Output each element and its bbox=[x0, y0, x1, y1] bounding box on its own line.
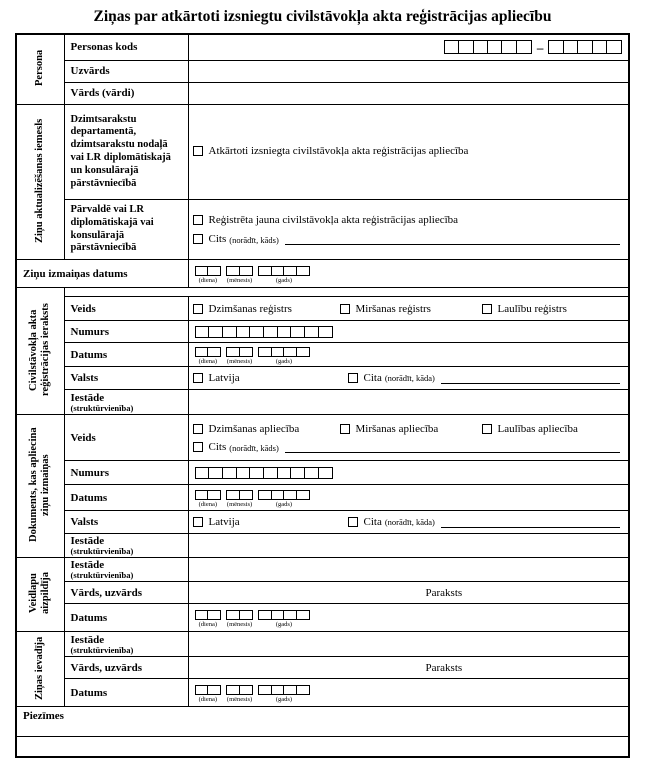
ieraksts-iestade-field[interactable] bbox=[188, 390, 629, 415]
digit-cell[interactable] bbox=[207, 347, 221, 357]
ieraksts-datums-label: Datums bbox=[64, 343, 188, 367]
ieraksts-valsts-field bbox=[188, 367, 629, 390]
digit-cell[interactable] bbox=[207, 266, 221, 276]
personas-kods-part1[interactable] bbox=[444, 40, 532, 54]
option-dzimsanas-aplieciba-label: Dzimšanas apliecība bbox=[208, 423, 300, 435]
form-title: Ziņas par atkārtoti izsniegtu civilstāvokļa akta reģistrācijas apliecību bbox=[93, 8, 552, 25]
checkbox-atkartoti-izsniegta[interactable] bbox=[193, 146, 203, 156]
piezimes-extra-field[interactable] bbox=[16, 737, 629, 757]
digit-cell[interactable] bbox=[207, 610, 221, 620]
checkbox-latvija[interactable] bbox=[193, 373, 203, 383]
option-registreta-jauna-label: Reģistrēta jauna civilstāvokļa akta reģistrācijas apliecība bbox=[208, 214, 459, 226]
digit-cell[interactable] bbox=[296, 685, 310, 695]
iestade-label-text: Iestāde bbox=[70, 535, 105, 547]
piezimes-field[interactable] bbox=[16, 707, 629, 737]
ievadija-vards-label: Vārds, uzvārds bbox=[64, 657, 188, 679]
veidlapu-iestade-field[interactable] bbox=[188, 558, 629, 582]
personas-kods-field[interactable] bbox=[188, 34, 629, 60]
date-field[interactable] bbox=[193, 488, 625, 508]
option-laulibu-registrs-label: Laulību reģistrs bbox=[497, 302, 567, 315]
option-cita-label: Cita bbox=[363, 372, 382, 384]
checkbox-cits-iemesls[interactable] bbox=[193, 234, 203, 244]
checkbox-laulibu-registrs[interactable] bbox=[482, 304, 492, 314]
digit-cell[interactable] bbox=[318, 326, 333, 338]
month-comb[interactable] bbox=[226, 685, 253, 695]
year-comb[interactable] bbox=[258, 685, 310, 695]
digit-cell[interactable] bbox=[207, 685, 221, 695]
digit-cell[interactable] bbox=[239, 266, 253, 276]
veidlapu-datums-label: Datums bbox=[64, 604, 188, 632]
dokuments-veids-field bbox=[188, 415, 629, 461]
ieraksts-numurs-label: Numurs bbox=[64, 321, 188, 343]
section-veidlapu-label: Veidlapu aizpildīja bbox=[28, 572, 52, 615]
iestade-label-text: Iestāde bbox=[70, 559, 105, 571]
digit-cell[interactable] bbox=[296, 610, 310, 620]
spacer-row bbox=[64, 288, 629, 297]
option-latvija-label: Latvija bbox=[208, 372, 240, 384]
option-mirsanas-aplieciba-label: Miršanas apliecība bbox=[355, 423, 439, 435]
year-comb[interactable] bbox=[258, 266, 310, 276]
checkbox-laulibas-aplieciba[interactable] bbox=[482, 424, 492, 434]
month-comb[interactable] bbox=[226, 490, 253, 500]
digit-cell[interactable] bbox=[318, 467, 333, 479]
izmainas-datums-field bbox=[188, 260, 629, 288]
iemesls-row1-label: Dzimtsarakstu departamentā, dzimtsarakstu nodaļā vai LR diplomātiskajā un konsulārajā pārstāvniecībā bbox=[64, 105, 188, 200]
digit-cell[interactable] bbox=[239, 685, 253, 695]
year-label: (gads) bbox=[275, 500, 293, 508]
month-label: (mēnesis) bbox=[226, 620, 253, 628]
iestade-sub-text: (struktūrvienība) bbox=[70, 546, 134, 556]
day-comb[interactable] bbox=[195, 347, 222, 357]
vards-field[interactable] bbox=[188, 82, 629, 104]
date-field[interactable] bbox=[193, 264, 625, 284]
day-comb[interactable] bbox=[195, 266, 222, 276]
veidlapu-vards-label: Vārds, uzvārds bbox=[64, 582, 188, 604]
digit-cell[interactable] bbox=[296, 490, 310, 500]
checkbox-dzimsanas-registrs[interactable] bbox=[193, 304, 203, 314]
form-page bbox=[15, 0, 630, 758]
option-latvija-label: Latvija bbox=[208, 516, 240, 528]
ievadija-vards-field[interactable] bbox=[188, 657, 629, 679]
option-cits-hint: (norādīt, kāds) bbox=[229, 443, 279, 453]
dokuments-valsts-label: Valsts bbox=[64, 511, 188, 534]
month-comb[interactable] bbox=[226, 610, 253, 620]
date-field[interactable] bbox=[193, 683, 625, 703]
paraksts-label: Paraksts bbox=[425, 661, 463, 674]
ievadija-iestade-label bbox=[64, 632, 188, 657]
ieraksts-valsts-label: Valsts bbox=[64, 367, 188, 390]
year-label: (gads) bbox=[275, 357, 293, 365]
month-comb[interactable] bbox=[226, 347, 253, 357]
option-mirsanas-registrs-label: Miršanas reģistrs bbox=[355, 302, 431, 315]
cita-fill-line[interactable] bbox=[441, 516, 620, 528]
digit-cell[interactable] bbox=[239, 490, 253, 500]
digit-cell[interactable] bbox=[239, 610, 253, 620]
section-ieraksts-label: Civilstāvokļa akta reģistrācijas ieraksts bbox=[28, 303, 52, 396]
vards-label: Vārds (vārdi) bbox=[64, 82, 188, 104]
veidlapu-datums-field bbox=[188, 604, 629, 632]
kods-dash: – bbox=[536, 39, 544, 55]
numurs-comb[interactable] bbox=[195, 326, 625, 338]
digit-cell[interactable] bbox=[239, 347, 253, 357]
option-cita-hint: (norādīt, kāda) bbox=[384, 517, 435, 527]
ieraksts-numurs-field bbox=[188, 321, 629, 343]
iestade-label-text: Iestāde bbox=[70, 391, 105, 404]
day-label: (diena) bbox=[198, 620, 218, 628]
date-field[interactable] bbox=[193, 345, 625, 365]
piezimes-label: Piezīmes bbox=[23, 710, 64, 722]
option-atkartoti-izsniegta-label: Atkārtoti izsniegta civilstāvokļa akta reģistrācijas apliecība bbox=[208, 145, 469, 157]
dokuments-veids-label: Veids bbox=[64, 415, 188, 461]
checkbox-dzimsanas-aplieciba[interactable] bbox=[193, 424, 203, 434]
year-comb[interactable] bbox=[258, 347, 310, 357]
checkbox-registreta-jauna[interactable] bbox=[193, 215, 203, 225]
digit-cell[interactable] bbox=[296, 266, 310, 276]
day-comb[interactable] bbox=[195, 685, 222, 695]
month-comb[interactable] bbox=[226, 266, 253, 276]
digit-cell[interactable] bbox=[516, 40, 532, 54]
veidlapu-vards-field[interactable] bbox=[188, 582, 629, 604]
option-cits-label: Cits bbox=[208, 441, 227, 453]
section-persona bbox=[16, 34, 64, 105]
option-cits-label: Cits bbox=[208, 233, 227, 245]
personas-kods-part2[interactable] bbox=[548, 40, 622, 54]
ieraksts-datums-field bbox=[188, 343, 629, 367]
section-ievadija bbox=[16, 632, 64, 707]
ieraksts-iestade-label bbox=[64, 390, 188, 415]
checkbox-cita-valsts[interactable] bbox=[348, 373, 358, 383]
section-iemesls bbox=[16, 105, 64, 260]
option-cita-label: Cita bbox=[363, 516, 382, 528]
veidlapu-iestade-label bbox=[64, 558, 188, 582]
numurs-comb[interactable] bbox=[195, 467, 625, 479]
ievadija-datums-field bbox=[188, 679, 629, 707]
cits-fill-line[interactable] bbox=[285, 233, 620, 245]
dokuments-numurs-field bbox=[188, 461, 629, 485]
month-label: (mēnesis) bbox=[226, 276, 253, 284]
iestade-sub-text: (struktūrvienība) bbox=[70, 644, 134, 655]
day-label: (diena) bbox=[198, 276, 218, 284]
checkbox-mirsanas-registrs[interactable] bbox=[340, 304, 350, 314]
ieraksts-veids-label: Veids bbox=[64, 297, 188, 321]
day-comb[interactable] bbox=[195, 490, 222, 500]
checkbox-cits-dokuments[interactable] bbox=[193, 442, 203, 452]
month-label: (mēnesis) bbox=[226, 357, 253, 365]
checkbox-mirsanas-aplieciba[interactable] bbox=[340, 424, 350, 434]
section-ieraksts bbox=[16, 288, 64, 415]
day-comb[interactable] bbox=[195, 610, 222, 620]
checkbox-latvija[interactable] bbox=[193, 517, 203, 527]
option-dzimsanas-registrs-label: Dzimšanas reģistrs bbox=[208, 302, 292, 315]
dokuments-iestade-field[interactable] bbox=[188, 534, 629, 558]
digit-cell[interactable] bbox=[606, 40, 622, 54]
month-label: (mēnesis) bbox=[226, 500, 253, 508]
ievadija-datums-label: Datums bbox=[64, 679, 188, 707]
checkbox-cita-valsts[interactable] bbox=[348, 517, 358, 527]
dokuments-datums-field bbox=[188, 485, 629, 511]
day-label: (diena) bbox=[198, 695, 218, 703]
iestade-sub-text: (struktūrvienība) bbox=[70, 570, 134, 580]
digit-cell[interactable] bbox=[207, 490, 221, 500]
section-dokuments-label: Dokuments, kas apliecina ziņu izmaiņas bbox=[28, 427, 52, 542]
iestade-label-text: Iestāde bbox=[70, 633, 105, 646]
section-iemesls-label: Ziņu aktualizēšanas iemesls bbox=[34, 118, 46, 243]
dokuments-iestade-label bbox=[64, 534, 188, 558]
year-comb[interactable] bbox=[258, 610, 310, 620]
year-label: (gads) bbox=[275, 620, 293, 628]
iemesls-row2-label: Pārvaldē vai LR diplomātiskajā vai konsulārajā pārstāvniecībā bbox=[64, 200, 188, 260]
year-label: (gads) bbox=[275, 276, 293, 284]
cita-fill-line[interactable] bbox=[441, 372, 620, 384]
section-persona-label: Persona bbox=[34, 49, 46, 87]
year-label: (gads) bbox=[275, 695, 293, 703]
dokuments-datums-label: Datums bbox=[64, 485, 188, 511]
year-comb[interactable] bbox=[258, 490, 310, 500]
digit-cell[interactable] bbox=[296, 347, 310, 357]
section-veidlapu bbox=[16, 558, 64, 632]
option-cita-hint: (norādīt, kāda) bbox=[384, 373, 435, 383]
dokuments-valsts-field bbox=[188, 511, 629, 534]
uzvards-label: Uzvārds bbox=[64, 60, 188, 82]
uzvards-field[interactable] bbox=[188, 60, 629, 82]
ieraksts-veids-field bbox=[188, 297, 629, 321]
section-ievadija-label: Ziņas ievadīja bbox=[34, 635, 46, 700]
section-dokuments bbox=[16, 415, 64, 558]
day-label: (diena) bbox=[198, 357, 218, 365]
day-label: (diena) bbox=[198, 500, 218, 508]
paraksts-label: Paraksts bbox=[425, 586, 463, 599]
dokuments-numurs-label: Numurs bbox=[64, 461, 188, 485]
ievadija-iestade-field[interactable] bbox=[188, 632, 629, 657]
personas-kods-label: Personas kods bbox=[64, 34, 188, 60]
date-field[interactable] bbox=[193, 608, 625, 628]
iemesls-row2-field bbox=[188, 200, 629, 260]
cits-fill-line[interactable] bbox=[285, 441, 620, 453]
month-label: (mēnesis) bbox=[226, 695, 253, 703]
form-table bbox=[15, 33, 630, 758]
option-laulibas-aplieciba-label: Laulības apliecība bbox=[497, 423, 578, 435]
iemesls-row1-field bbox=[188, 105, 629, 200]
iestade-sub-text: (struktūrvienība) bbox=[70, 402, 134, 413]
izmainas-datums-label: Ziņu izmaiņas datums bbox=[16, 260, 188, 288]
option-cits-hint: (norādīt, kāds) bbox=[229, 235, 279, 245]
